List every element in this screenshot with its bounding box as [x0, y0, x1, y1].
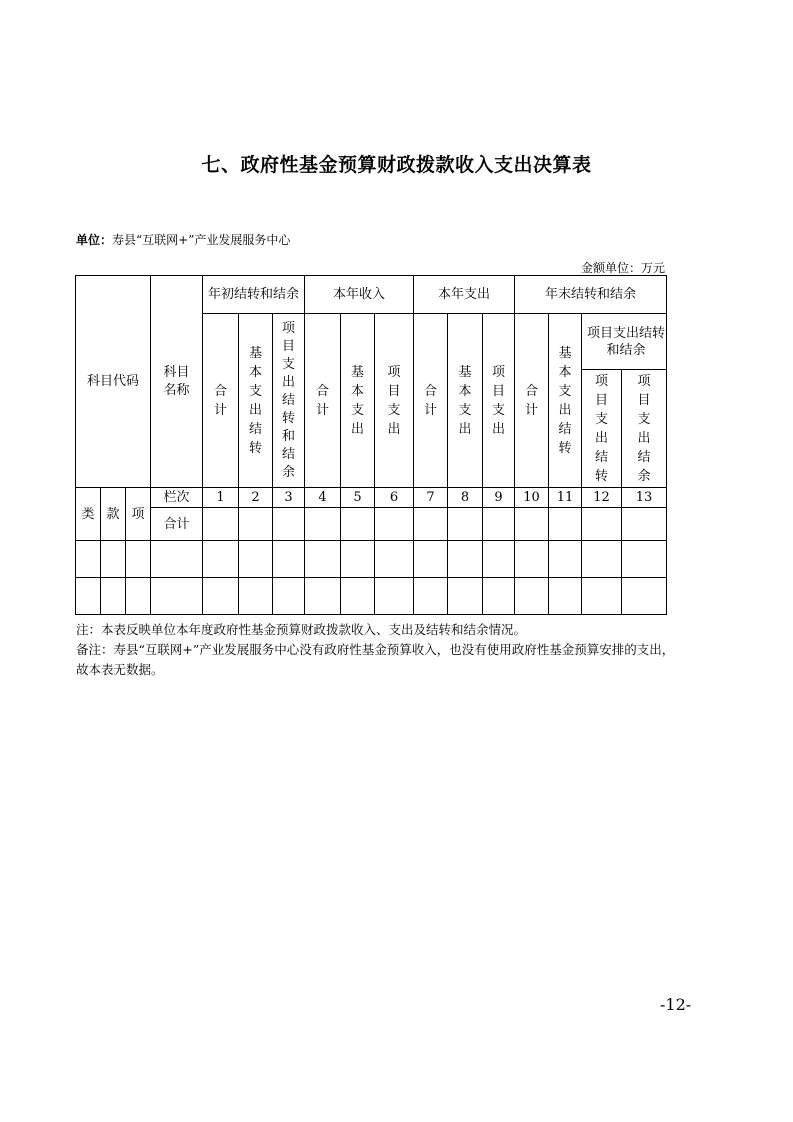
sub-header-total: 合计 — [414, 314, 448, 488]
class-col-xiang: 项 — [126, 488, 151, 541]
sub-header-project-exp: 项目支出 — [375, 314, 414, 488]
class-col-lei: 类 — [76, 488, 101, 541]
table-row — [76, 578, 667, 615]
page-title: 七、政府性基金预算财政拨款收入支出决算表 — [201, 154, 592, 176]
col-number: 2 — [239, 488, 273, 508]
notes — [76, 620, 676, 680]
sub-header-total: 合计 — [203, 314, 239, 488]
table-row-total — [76, 508, 667, 541]
sub-header-project-carry-group: 项目支出结转和结余 — [582, 314, 667, 370]
class-col-kuan: 款 — [101, 488, 126, 541]
amount-unit: 金额单位：万元 — [580, 261, 665, 275]
sub-header-basic-carry: 基本支出结转 — [239, 314, 273, 488]
unit-label: 单位： — [76, 233, 113, 247]
sub-header-basic-carry: 基本支出结转 — [549, 314, 582, 488]
page-number: -12- — [660, 995, 692, 1014]
budget-table — [75, 275, 667, 615]
col-number: 4 — [305, 488, 341, 508]
col-number: 7 — [414, 488, 448, 508]
sub-header-basic-exp: 基本支出 — [341, 314, 375, 488]
row-index-label: 栏次 — [151, 488, 203, 508]
col-number: 13 — [622, 488, 667, 508]
unit-name: 寿县“互联网+”产业发展服务中心 — [112, 233, 291, 247]
group-header-opening: 年初结转和结余 — [203, 276, 305, 314]
col-number: 9 — [483, 488, 515, 508]
total-label: 合计 — [151, 508, 203, 541]
col-number: 11 — [549, 488, 582, 508]
sub-header-project-exp: 项目支出 — [483, 314, 515, 488]
group-header-closing: 年末结转和结余 — [515, 276, 667, 314]
sub-header-project-surplus-sub: 项目支出结余 — [622, 370, 667, 488]
sub-header-total: 合计 — [305, 314, 341, 488]
col-number: 3 — [273, 488, 305, 508]
col-number: 8 — [448, 488, 483, 508]
group-header-expense: 本年支出 — [414, 276, 515, 314]
code-header: 科目代码 — [76, 276, 151, 488]
col-number: 6 — [375, 488, 414, 508]
note-line: 注：本表反映单位本年度政府性基金预算财政拨款收入、支出及结转和结余情况。 — [76, 622, 527, 637]
name-header: 科目名称 — [151, 276, 203, 488]
col-number: 1 — [203, 488, 239, 508]
unit-line — [76, 231, 290, 248]
table-row — [76, 541, 667, 578]
sub-header-total: 合计 — [515, 314, 549, 488]
sub-header-basic-exp: 基本支出 — [448, 314, 483, 488]
remark-line: 备注：寿县“互联网+”产业发展服务中心没有政府性基金预算收入，也没有使用政府性基金预算安排的支出，故本表无数据。 — [76, 642, 675, 677]
sub-header-project-carry: 项目支出结转和结余 — [273, 314, 305, 488]
col-number: 12 — [582, 488, 622, 508]
sub-header-project-carry-sub: 项目支出结转 — [582, 370, 622, 488]
col-number: 5 — [341, 488, 375, 508]
group-header-income: 本年收入 — [305, 276, 414, 314]
col-number: 10 — [515, 488, 549, 508]
